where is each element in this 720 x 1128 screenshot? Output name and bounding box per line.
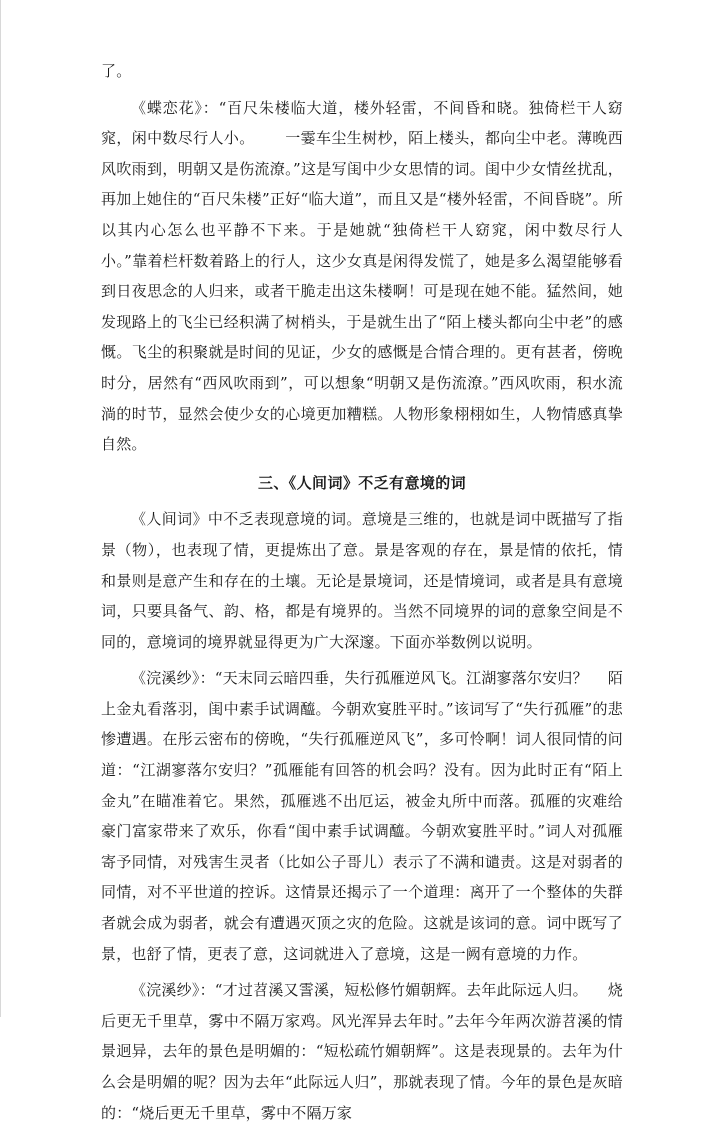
- document-body: [101, 56, 623, 1128]
- paragraph-huan-xi-sha-2: 《浣溪纱》：“才过苕溪又霅溪，短松修竹媚朝辉。去年此际远人归。 烧后更无千里草，雾中不隔万家鸡。风光浑异去年时。”去年今年两次游苕溪的情景迥异，去年的景色是明媚的：“短松疏竹媚朝辉”。这是表现景的。去年为什么会是明媚的呢？因为去年“此际远人归”，那就表现了情。今年的景色是灰暗的：“烧后更无千里草，雾中不隔万家: [101, 981, 623, 1122]
- paragraph-die-lian-hua: 《蝶恋花》：“百尺朱楼临大道，楼外轻雷，不间昏和晓。独倚栏干人窈窕，闲中数尽行人小。 一霎车尘生树杪，陌上楼头，都向尘中老。薄晚西风吹雨到，明朝又是伤流潦。”这是写闺中少女思情的词。闺中少女情丝扰乱，再加上她住的“百尺朱楼”正好“临大道”，而且又是“楼外轻雷，不间昏晓”。所以其内心怎么也平静不下来。于是她就“独倚栏干人窈窕，闲中数尽行人小。”靠着栏杆数着路上的行人，这少女真是闲得发慌了，她是多么渴望能够看到日夜思念的人归来，或者干脆走出这朱楼啊！可是现在她不能。猛然间，她发现路上的飞尘已经积满了树梢头，于是就生出了“陌上楼头都向尘中老”的感慨。飞尘的积聚就是时间的见证，少女的感慨是合情合理的。更有甚者，傍晚时分，居然有“西风吹雨到”，可以想象“明朝又是伤流潦。”西风吹雨，积水流淌的时节，显然会使少女的心境更加糟糕。人物形象栩栩如生，人物情感真挚自然。: [101, 98, 623, 454]
- paragraph-section-intro: 《人间词》中不乏表现意境的词。意境是三维的，也就是词中既描写了指景（物），也表现了情，更提炼出了意。景是客观的存在，景是情的依托，情和景则是意产生和存在的土壤。无论是景境词，还是情境词，或者是具有意境词，只要具备气、韵、格，都是有境界的。当然不同境界的词的意象空间是不同的，意境词的境界就显得更为广大深邃。下面亦举数例以说明。: [101, 510, 623, 651]
- paragraph-continuation: 了。: [101, 62, 132, 80]
- section-heading: 三、《人间词》不乏有意境的词: [257, 473, 467, 492]
- paragraph-huan-xi-sha-1: 《浣溪纱》：“天末同云暗四垂，失行孤雁逆风飞。江湖寥落尔安归？ 陌上金丸看落羽，闺中素手试调醯。今朝欢宴胜平时。”该词写了“失行孤雁”的悲惨遭遇。在彤云密布的傍晚，“失行孤雁逆风飞”，多可怜啊！词人很同情的问道：“江湖寥落尔安归？”孤雁能有回答的机会吗？没有。因为此时正有“陌上金丸”在瞄准着它。果然，孤雁逃不出厄运，被金丸所中而落。孤雁的灾难给豪门富家带来了欢乐，你看“闺中素手试调醯。今朝欢宴胜平时。”词人对孤雁寄予同情，对残害生灵者（比如公子哥儿）表示了不满和谴责。这是对弱者的同情，对不平世道的控诉。这情景还揭示了一个道理：离开了一个整体的失群者就会成为弱者，就会有遭遇灭顶之灾的危险。这就是该词的意。词中既写了景，也舒了情，更表了意，这词就进入了意境，这是一阙有意境的力作。: [101, 669, 623, 963]
